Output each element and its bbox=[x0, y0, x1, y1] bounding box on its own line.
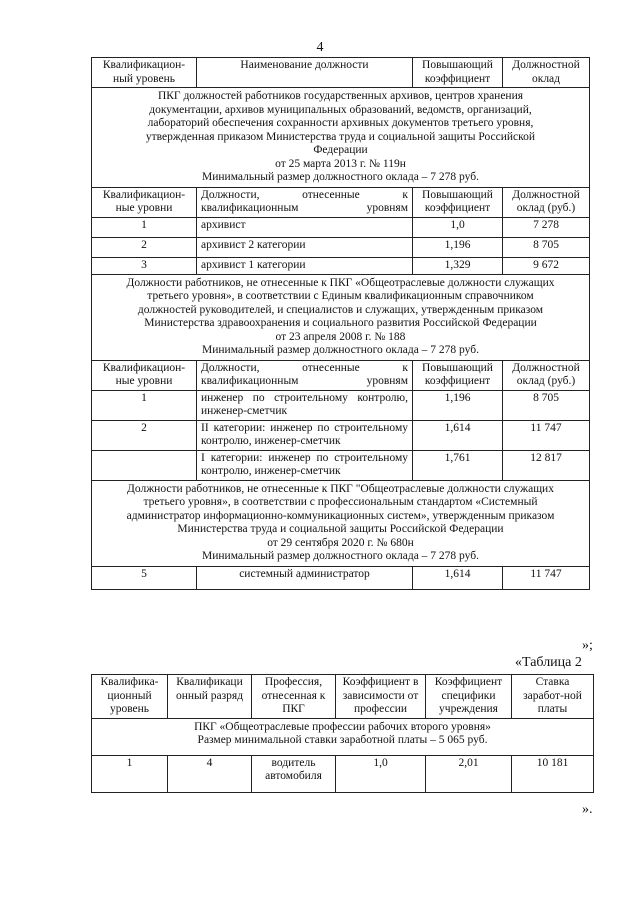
subheader-cell: Повышающий коэффициент bbox=[413, 187, 503, 217]
coef-cell: 1,614 bbox=[413, 420, 503, 450]
position-cell: системный администратор bbox=[197, 566, 413, 589]
level-cell: 1 bbox=[92, 217, 197, 237]
table-row bbox=[92, 755, 594, 792]
position-cell: архивист 2 категории bbox=[197, 237, 413, 257]
subheader-cell: Должностной оклад (руб.) bbox=[503, 360, 590, 390]
coef-cell: 1,196 bbox=[413, 390, 503, 420]
section-title-row bbox=[92, 718, 594, 755]
header-cell: Повышающий коэффициент bbox=[413, 58, 503, 88]
salary-table-2 bbox=[91, 674, 594, 793]
header-cell: Наименование должности bbox=[197, 58, 413, 88]
salary-cell: 11 747 bbox=[503, 566, 590, 589]
level-cell: 2 bbox=[92, 237, 197, 257]
subheader-cell: Квалификацион-ные уровни bbox=[92, 187, 197, 217]
section-line: Минимальный размер должностного оклада – 7 278 руб. bbox=[202, 344, 479, 356]
position-cell: архивист 1 категории bbox=[197, 257, 413, 274]
header-cell: Квалификацион-ный уровень bbox=[92, 58, 197, 88]
level-cell: 5 bbox=[92, 566, 197, 589]
table-row bbox=[92, 450, 590, 480]
section-line: Минимальный размер должностного оклада – 7 278 руб. bbox=[202, 171, 479, 183]
profession-cell: водитель автомобиля bbox=[252, 755, 336, 792]
rate-cell: 10 181 bbox=[512, 755, 594, 792]
salary-cell: 8 705 bbox=[503, 390, 590, 420]
subheader-cell: Должности, отнесенные к квалификационным уровням bbox=[197, 187, 413, 217]
section-line: Министерства труда и социальной защиты Российской Федерации bbox=[177, 523, 504, 535]
level-cell: 3 bbox=[92, 257, 197, 274]
table-row bbox=[92, 217, 590, 237]
coef-cell: 2,01 bbox=[426, 755, 512, 792]
subheader-cell: Квалификацион-ные уровни bbox=[92, 360, 197, 390]
header-cell: Коэффициент специфики учреждения bbox=[426, 675, 512, 719]
section-line: лабораторий обеспечения сохранности архивных документов третьего уровня, bbox=[147, 117, 534, 129]
section-line: ПКГ «Общеотраслевые профессии рабочих второго уровня» bbox=[194, 720, 491, 733]
coef-cell: 1,614 bbox=[413, 566, 503, 589]
level-cell: 1 bbox=[92, 755, 168, 792]
level-cell bbox=[92, 450, 197, 480]
section-title bbox=[92, 480, 590, 566]
section-line: документации, архивов муниципальных образований, ведомств, организаций, bbox=[149, 103, 532, 116]
section-line: от 25 марта 2013 г. № 119н bbox=[275, 157, 406, 170]
section-line: Федерации bbox=[313, 144, 368, 156]
subheader-cell: Повышающий коэффициент bbox=[413, 360, 503, 390]
table-row bbox=[92, 237, 590, 257]
salary-cell: 12 817 bbox=[503, 450, 590, 480]
grade-cell: 4 bbox=[168, 755, 252, 792]
section-title bbox=[92, 718, 594, 755]
table-header-row bbox=[92, 58, 590, 88]
section-line: Министерства здравоохранения и социального развития Российской Федерации bbox=[144, 317, 537, 329]
salary-cell: 11 747 bbox=[503, 420, 590, 450]
section-line: утвержденная приказом Министерства труда и социальной защиты Российской bbox=[145, 130, 536, 143]
page-number: 4 bbox=[316, 40, 324, 55]
coef-cell: 1,0 bbox=[336, 755, 426, 792]
coef-cell: 1,761 bbox=[413, 450, 503, 480]
table-header-row bbox=[92, 675, 594, 719]
salary-cell: 7 278 bbox=[503, 217, 590, 237]
section-line: Должности работников, не отнесенные к ПКГ «Общеотраслевые должности служащих bbox=[126, 276, 555, 289]
coef-cell: 1,329 bbox=[413, 257, 503, 274]
header-cell: Квалификаци онный разряд bbox=[168, 675, 252, 719]
header-cell: Квалифика-ционный уровень bbox=[92, 675, 168, 719]
section-line: от 23 апреля 2008 г. № 188 bbox=[275, 330, 406, 343]
header-cell: Профессия, отнесенная к ПКГ bbox=[252, 675, 336, 719]
section-line: ПКГ должностей работников государственных архивов, центров хранения bbox=[157, 90, 524, 102]
header-cell: Коэффициент в зависимости от профессии bbox=[336, 675, 426, 719]
salary-table-1 bbox=[91, 57, 590, 590]
position-cell: архивист bbox=[197, 217, 413, 237]
header-cell: Ставка заработ-ной платы bbox=[512, 675, 594, 719]
section-title-row bbox=[92, 274, 590, 360]
subheader-cell: Должностной оклад (руб.) bbox=[503, 187, 590, 217]
section-line: Минимальный размер должностного оклада – 7 278 руб. bbox=[202, 550, 479, 562]
table-caption: «Таблица 2 bbox=[515, 655, 582, 670]
salary-cell: 9 672 bbox=[503, 257, 590, 274]
coef-cell: 1,0 bbox=[413, 217, 503, 237]
subheader-cell: Должности, отнесенные к квалификационным уровням bbox=[197, 360, 413, 390]
section-title-row bbox=[92, 480, 590, 566]
section-line: Должности работников, не отнесенные к ПКГ "Общеотраслевые должности служащих bbox=[127, 482, 554, 495]
section-title bbox=[92, 274, 590, 360]
section-line: Размер минимальной ставки заработной платы – 5 065 руб. bbox=[197, 734, 488, 746]
section-line: администратор информационно-коммуникационных систем», утвержденным приказом bbox=[126, 509, 555, 522]
section-title-row bbox=[92, 88, 590, 188]
subheader-row bbox=[92, 360, 590, 390]
level-cell: 1 bbox=[92, 390, 197, 420]
table-row bbox=[92, 420, 590, 450]
section-line: от 29 сентября 2020 г. № 680н bbox=[267, 536, 414, 549]
closing-quote: »; bbox=[582, 638, 593, 653]
salary-cell: 8 705 bbox=[503, 237, 590, 257]
table-row bbox=[92, 390, 590, 420]
section-line: должностей руководителей, и специалистов и служащих, утвержденным приказом bbox=[137, 303, 544, 316]
section-line: третьего уровня», в соответствии с профессиональным стандартом «Системный bbox=[143, 496, 538, 508]
header-cell: Должностной оклад bbox=[503, 58, 590, 88]
table-row bbox=[92, 566, 590, 589]
position-cell: I категории: инженер по строительному контролю, инженер-сметчик bbox=[197, 450, 413, 480]
closing-quote: ». bbox=[582, 802, 593, 817]
table-row bbox=[92, 257, 590, 274]
position-cell: инженер по строительному контролю, инженер-сметчик bbox=[197, 390, 413, 420]
coef-cell: 1,196 bbox=[413, 237, 503, 257]
level-cell: 2 bbox=[92, 420, 197, 450]
section-title bbox=[92, 88, 590, 188]
subheader-row bbox=[92, 187, 590, 217]
position-cell: II категории: инженер по строительному контролю, инженер-сметчик bbox=[197, 420, 413, 450]
section-line: третьего уровня», в соответствии с Единым квалификационным справочником bbox=[147, 290, 534, 302]
